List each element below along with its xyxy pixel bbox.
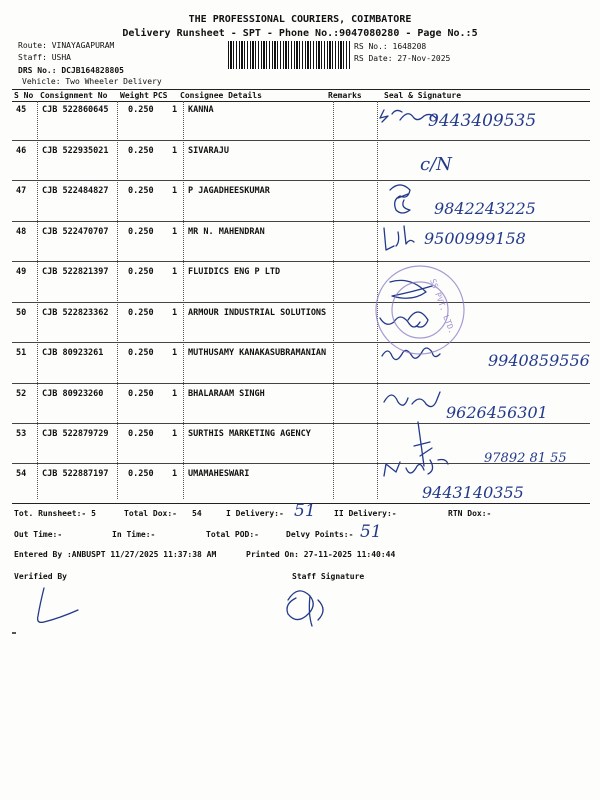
row-sno: 48 [16,227,27,237]
row-consignment: CJB 80923260 [42,389,104,399]
row-weight: 0.250 [128,308,154,318]
table-header-rule [12,101,590,102]
svg-text:SS PVT. LTD.: SS PVT. LTD. [428,277,457,335]
row-sno: 49 [16,267,27,277]
total-dox-value: 54 [192,509,202,518]
col-separator [37,101,38,499]
runsheet-subtitle: Delivery Runsheet - SPT - Phone No.:9047080280 - Page No.:5 [122,28,478,39]
svg-text:97892 81 55: 97892 81 55 [484,451,567,466]
printed-on: Printed On: 27-11-2025 11:40:44 [246,550,396,559]
row-consignment: CJB 522823362 [42,308,109,318]
col-consignee: Consignee Details [180,91,262,100]
scan-mark [12,632,16,634]
col-pcs: PCS [153,91,168,100]
row-sno: 46 [16,146,27,156]
row-weight: 0.250 [128,389,154,399]
col-remarks: Remarks [328,91,362,100]
row-consignment: CJB 522860645 [42,105,109,115]
row-pcs: 1 [172,186,178,196]
col-separator [183,101,184,499]
row-sno: 52 [16,389,27,399]
row-sno: 45 [16,105,27,115]
row-consignee: MR N. MAHENDRAN [188,227,265,237]
entered-by: Entered By :ANBUSPT 11/27/2025 11:37:38 AM [14,550,217,559]
rtn-dox-label: RTN Dox:- [448,509,492,518]
row-consignee: UMAMAHESWARI [188,469,250,479]
out-time-label: Out Time:- [14,530,63,539]
row-pcs: 1 [172,308,178,318]
row-weight: 0.250 [128,429,154,439]
row-consignee: BHALARAAM SINGH [188,389,265,399]
row-weight: 0.250 [128,146,154,156]
rs-date: RS Date: 27-Nov-2025 [354,54,451,63]
row-consignment: CJB 522935021 [42,146,109,156]
delvy-points-handwritten: 51 [360,522,382,542]
vehicle-label: Vehicle: Two Wheeler Delivery [22,77,162,86]
col-consignment: Consignment No [40,91,108,100]
row-sno: 47 [16,186,27,196]
verifier-signature [30,582,90,632]
svg-text:9443140355: 9443140355 [422,483,524,502]
row-consignment: CJB 522470707 [42,227,109,237]
row-consignee: KANNA [188,105,214,115]
table-top-rule [12,89,590,90]
row-pcs: 1 [172,146,178,156]
row-sno: 50 [16,308,27,318]
row-pcs: 1 [172,227,178,237]
row-consignment: CJB 80923261 [42,348,104,358]
i-delivery-handwritten: 51 [294,501,316,521]
ii-delivery-label: II Delivery:- [334,509,397,518]
row-consignee: MUTHUSAMY KANAKASUBRAMANIAN [188,348,327,358]
verified-by-label: Verified By [14,572,67,581]
row-pcs: 1 [172,105,178,115]
row-pcs: 1 [172,389,178,399]
row-consignment: CJB 522879729 [42,429,109,439]
i-delivery-label: I Delivery:- [226,509,284,518]
tot-runsheet: Tot. Runsheet:- 5 [14,509,96,518]
route-label: Route: VINAYAGAPURAM [18,41,115,50]
total-dox-label: Total Dox:- [124,509,177,518]
svg-text:9443409535: 9443409535 [428,111,537,131]
row-consignee: SIVARAJU [188,146,229,156]
row-pcs: 1 [172,469,178,479]
row-consignment: CJB 522887197 [42,469,109,479]
row-weight: 0.250 [128,348,154,358]
row-consignment: CJB 522484827 [42,186,109,196]
row-weight: 0.250 [128,469,154,479]
staff-signature-label: Staff Signature [292,572,365,581]
svg-text:c/N: c/N [420,154,452,175]
staff-label: Staff: USHA [18,53,71,62]
staff-signature [280,580,340,630]
in-time-label: In Time:- [112,530,156,539]
col-seal: Seal & Signature [384,91,462,100]
row-sno: 54 [16,469,27,479]
row-weight: 0.250 [128,227,154,237]
col-separator [117,101,118,499]
svg-text:9500999158: 9500999158 [424,229,526,248]
row-consignee: FLUIDICS ENG P LTD [188,267,281,277]
company-seal-stamp [368,254,468,364]
company-title: THE PROFESSIONAL COURIERS, COIMBATORE [188,14,412,25]
col-separator [333,101,334,499]
col-sno: S No [14,91,34,100]
row-consignee: P JAGADHEESKUMAR [188,186,270,196]
total-pod-label: Total POD:- [206,530,259,539]
row-sno: 53 [16,429,27,439]
row-pcs: 1 [172,429,178,439]
row-consignee: ARMOUR INDUSTRIAL SOLUTIONS [188,308,327,318]
row-weight: 0.250 [128,267,154,277]
row-sno: 51 [16,348,27,358]
row-consignment: CJB 522821397 [42,267,109,277]
row-weight: 0.250 [128,186,154,196]
delvy-points-label: Delvy Points:- [286,530,354,539]
row-consignee: SURTHIS MARKETING AGENCY [188,429,311,439]
svg-text:9842243225: 9842243225 [434,199,536,218]
col-weight: Weight [120,91,149,100]
svg-text:9940859556: 9940859556 [488,351,590,370]
row-weight: 0.250 [128,105,154,115]
row-pcs: 1 [172,348,178,358]
barcode-image [228,41,350,69]
svg-text:9626456301: 9626456301 [446,403,548,422]
rs-number: RS No.: 1648208 [354,42,427,51]
drs-number: DRS No.: DCJB164828805 [18,66,124,75]
row-pcs: 1 [172,267,178,277]
